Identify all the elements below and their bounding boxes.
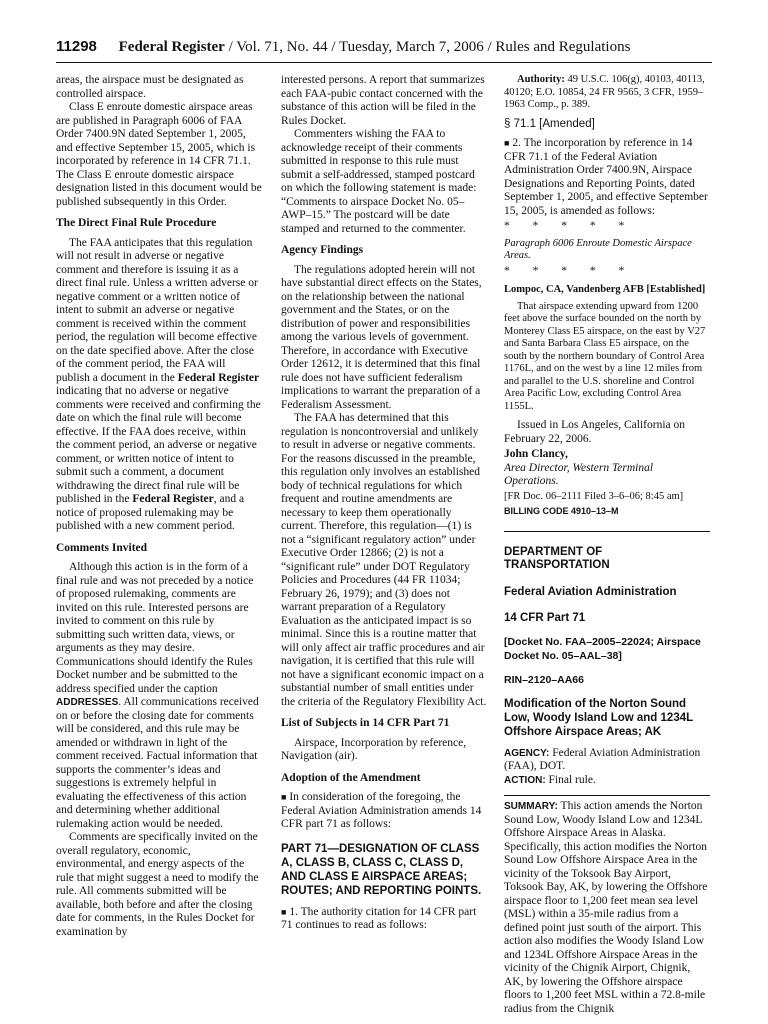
issue-citation: / Vol. 71, No. 44 / Tuesday, March 7, 2006 / Rules and Regulations [224,39,631,55]
text-run-bold: Federal Register [132,493,214,505]
fr-doc-line: [FR Doc. 06–2111 Filed 3–6–06; 8:45 am] [504,490,684,502]
text-run: Federal Aviation Administration (FAA), DOT. [504,746,701,772]
paragraph: areas, the airspace must be designated as controlled airspace. [56,74,244,100]
action-line [504,774,710,788]
page-number: 11298 [56,38,97,55]
text-run: 2. The incorporation by reference in 14 CFR 71.1 of the Federal Aviation Administration Order 7400.9N, Airspace Designations and Reporting Points, dated September 1, 2005, and effective September 15, 2005, is amended as follows: [504,137,708,217]
subagency-heading: Federal Aviation Administration [504,585,677,598]
location-heading: Lompoc, CA, Vandenberg AFB [Established] [504,284,706,295]
department-heading: DEPARTMENT OF TRANSPORTATION [504,545,610,571]
square-bullet-icon: ■ [281,792,287,802]
square-bullet-icon: ■ [504,138,510,148]
paragraph: Commenters wishing the FAA to acknowledge receipt of their comments submitted in response to this rule must submit a self-addressed, stamped postcard on which the following statement is made: “Comments to airspace Docket No. 05–AWP–15.” The postcard will be date stamped and returned to the commenter. [281,128,477,235]
section-heading: Comments Invited [56,541,148,554]
agency-line [504,747,710,774]
summary-paragraph [504,800,710,1016]
text-run: The FAA anticipates that this regulation will not result in adverse or negative comment and therefore is issuing it as a direct final rule. Unless a written adverse or negative comment or a written notice of intent to submit an adverse or negative comment is received within the comment period, the regulation will become effective on the date specified above. After the close of the comment period, the FAA will publish a document in the [56,236,258,384]
part-heading: PART 71—DESIGNATION OF CLASS A, CLASS B, CLASS C, CLASS D, AND CLASS E AIRSPACE AREAS; ROUTES; AND REPORTING POINTS. [281,842,482,897]
column-2 [281,74,487,1020]
signer-name: John Clancy, [504,448,568,460]
text-run: In consideration of the foregoing, the Federal Aviation Administration amends 14 CFR part 71 as follows: [281,791,482,830]
paragraph: Class E enroute domestic airspace areas are published in Paragraph 6006 of FAA Order 7400.9N dated September 1, 2005, and effective September 15, 2005, which is incorporated by reference in 14 CFR 71.1. The Class E enroute domestic airspace designation listed in this document would be published subsequently in this Order. [56,101,262,208]
text-run: This action amends the Norton Sound Low, Woody Island Low and 1234L Offshore Airspace Areas in Alaska. Specifically, this action modifies the Norton Sound Low Offshore Airspace Area in the vicinity of the Toksook Bay Airport, Toksook Bay, AK, by lowering the Offshore airspace floor to 1,200 feet mean sea level (MSL) within a 35-mile radius from a defined point just south of the airport. This action also modifies the Woody Island Low and 1234L Offshore Airspace Areas in the vicinity of the Chignik Airport, Chignik, AK, by lowering the Offshore airspace floors to 1,200 feet MSL within a 72.8-mile radius from the Chignik [504,800,708,1015]
section-heading: List of Subjects in 14 CFR Part 71 [281,717,450,729]
square-bullet-icon: ■ [281,906,287,917]
cfr-part: 14 CFR Part 71 [504,611,586,624]
action-label: ACTION: [504,774,546,786]
text-run: Although this action is in the form of a final rule and was not preceded by a notice of proposed rulemaking, comments are invited on this rule. Interested persons are invited to comment on this rule by submitting such written data, views, or arguments as they may desire. Communications should identify the Rules Docket number and be submitted to the address specified under the caption [56,561,254,695]
issued-statement: Issued in Los Angeles, California on February 22, 2006. [504,419,686,445]
paragraph [281,906,487,933]
amended-section-heading: § 71.1 [Amended] [504,117,595,130]
airspace-description: That airspace extending upward from 1200 feet above the surface bounded on the north by Monterey Class E5 airspace, on the east by V27 and Santa Barbara Class E5 airspace, on the south by the northern boundary of Control Area 1176L, and on the west by a line 12 miles from and parallel to the U.S. shoreline and Control Area Pacific Low, excluding Control Area 1155L. [504,300,706,412]
page-header [56,38,712,62]
authority-citation [504,74,710,112]
paragraph: interested persons. A report that summarizes each FAA-pubic contact concerned with the substance of this action will be filed in the Rules Docket. [281,74,485,127]
text-run: 1. The authority citation for 14 CFR part 71 continues to read as follows: [281,905,477,931]
ellipsis-stars: * * * * * [504,264,625,277]
paragraph: The FAA has determined that this regulation is noncontroversial and unlikely to result in adverse or negative comments. For the reasons discussed in the preamble, this regulation only involves an established body of technical regulations for which frequent and routine amendments are necessary to keep them operationally current. Therefore, this regulation—(1) is not a “significant regulatory action” under Executive Order 12866; (2) is not a “significant rule” under DOT Regulatory Policies and Procedures (44 FR 11034; February 26, 1979); and (3) does not warrant preparation of a Regulatory Evaluation as the anticipated impact is so minimal. Since this is a routine matter that will only affect air traffic procedures and air navigation, it is certified that this rule will not have a significant economic impact on a substantial number of small entities under the criteria of the Regulatory Flexibility Act. [281,412,487,708]
rin-number: RIN–2120–AA66 [504,673,584,686]
text-run: indicating that no adverse or negative comments were received and confirming the date on which the final rule will become effective. If the FAA does receive, within the comment period, an adverse or negative comment, or written notice of intent to submit such a comment, a document withdrawing the direct final rule will be published in the [56,385,261,505]
paragraph [56,237,262,534]
caption-addresses: ADDRESSES [56,697,119,708]
journal-name: Federal Register [118,39,225,55]
paragraph: The regulations adopted herein will not have substantial direct effects on the States, on the relationship between the national government and the States, or on the distribution of power and responsibilities among the various levels of government. Therefore, in accordance with Executive Order 12612, it is determined that this final rule does not have sufficient federalism implications to warrant the preparation of a Federalism Assessment. [281,263,482,411]
paragraph-6006-heading: Paragraph 6006 Enroute Domestic Airspace Areas. [504,237,692,261]
paragraph [281,791,487,832]
agency-label: AGENCY: [504,747,550,759]
paragraph [504,137,710,218]
text-run: . All communications received on or before the closing date for comments will be considered, and this rule may be amended or withdrawn in light of the comment received. Factual information that supports the commenter’s ideas and suggestions is extremely helpful in evaluating the effectiveness of this action and determining whether additional rulemaking action would be needed. [56,696,259,830]
docket-number: [Docket No. FAA–2005–22024; Airspace Docket No. 05–AAL–38] [504,635,701,662]
text-run: 49 U.S.C. 106(g), 40103, 40113, 40120; E.O. 10854, 24 FR 9565, 3 CFR, 1959–1963 Comp., p. 389. [504,74,705,110]
text-run-bold: Federal Register [177,371,260,384]
signer-title: Area Director, Western Terminal Operations. [504,461,654,487]
paragraph: Airspace, Incorporation by reference, Navigation (air). [281,736,467,762]
column-3 [504,74,710,1020]
paragraph: Comments are specifically invited on the overall regulatory, economic, environmental, and energy aspects of the rule that might suggest a need to modify the rule. All comments submitted will be available, both before and after the closing date for comments, in the Rules Docket for examination by [56,831,259,938]
section-heading: Agency Findings [281,244,364,256]
document-divider [504,531,710,532]
text-run: Final rule. [545,773,596,786]
summary-divider [504,795,710,796]
authority-label: Authority: [517,74,565,85]
column-1 [56,74,262,1020]
text-run: , and a notice of proposed rulemaking may be published with a new comment period. [56,493,245,532]
header-rule [56,62,712,63]
summary-label: SUMMARY: [504,801,558,812]
paragraph [56,561,262,831]
section-heading: Adoption of the Amendment [281,771,421,784]
billing-code: BILLING CODE 4910–13–M [504,506,619,516]
ellipsis-stars: * * * * * [504,220,625,232]
rule-title: Modification of the Norton Sound Low, Woody Island Low and 1234L Offshore Airspace Areas; AK [504,697,693,738]
section-heading: The Direct Final Rule Procedure [56,217,217,229]
